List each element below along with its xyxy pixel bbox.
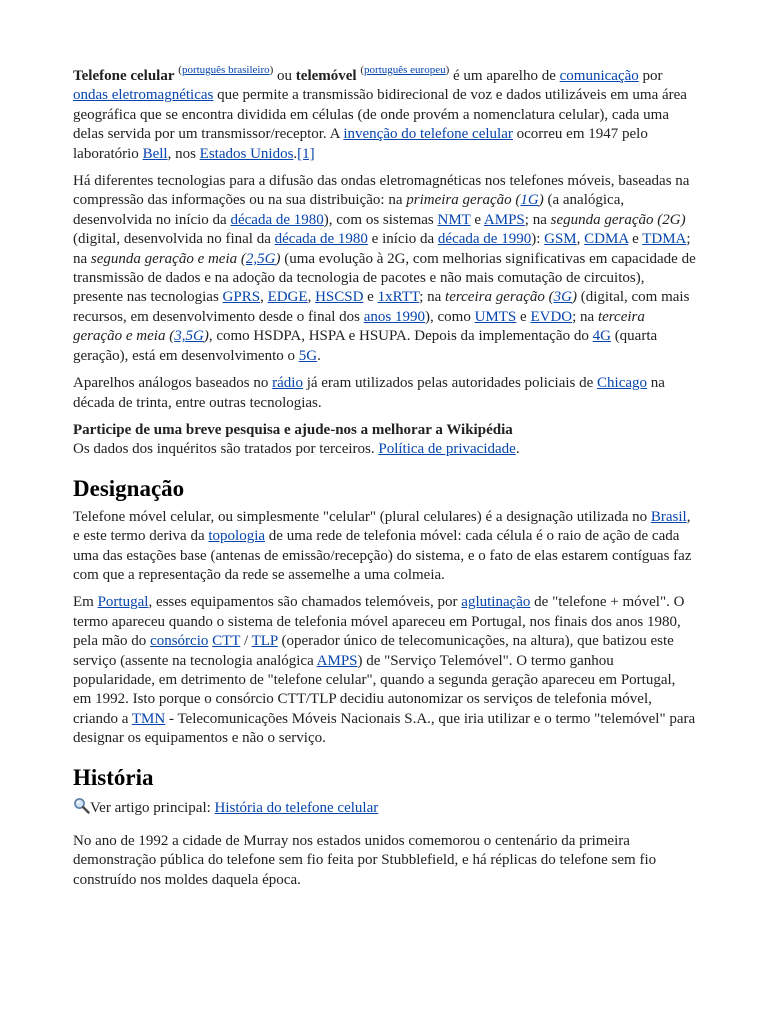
section-heading-historia: História	[73, 764, 154, 790]
magnifier-icon	[73, 797, 90, 814]
wiki-link[interactable]: 3G	[553, 289, 572, 306]
wiki-link[interactable]: 1xRTT	[377, 289, 420, 306]
wiki-link[interactable]: Chicago	[597, 375, 648, 392]
wiki-link[interactable]: ondas eletromagnéticas	[73, 87, 214, 104]
wiki-link[interactable]: Brasil	[650, 508, 687, 525]
bold-term: telemóvel	[295, 68, 357, 84]
wiki-link[interactable]: 1G	[520, 192, 539, 209]
survey-title: Participe de uma breve pesquisa e ajude-nos a melhorar a Wikipédia	[73, 421, 513, 438]
wiki-link[interactable]: invenção do telefone celular	[343, 126, 513, 143]
wiki-link[interactable]: 4G	[592, 328, 611, 345]
wiki-link[interactable]: Portugal	[97, 594, 149, 611]
wiki-link[interactable]: GSM	[544, 231, 577, 248]
survey-text: Os dados dos inquéritos são tratados por terceiros.	[73, 441, 379, 458]
survey-notice: Participe de uma breve pesquisa e ajude-nos a melhorar a Wikipédia Os dados dos inquéritos são tratados por terceiros. Política de privacidade.	[73, 421, 696, 460]
wiki-link[interactable]: EDGE	[267, 289, 308, 306]
wiki-link[interactable]: década de 1990	[437, 231, 532, 248]
wiki-link[interactable]: CDMA	[584, 231, 629, 248]
language-variant-note: (português brasileiro)	[178, 64, 274, 76]
wiki-link[interactable]: 5G	[298, 347, 318, 364]
lead-paragraph-2: Há diferentes tecnologias para a difusão das ondas eletromagnéticas nos telefones móveis, baseadas na compressão das informações ou na sua distribuição: na primeira geração (1G) (a analógica, desenvolvida no início da década de 1980), com os sistemas NMT e AMPS; na segunda geração (2G) (digital, desenvolvida no final da década de 1980 e início da década de 1990): GSM, CDMA e TDMA; na segunda geração e meia (2,5G) (uma evolução à 2G, com melhorias significativas em capacidade de transmissão de dados e na adoção da tecnologia de pacotes e não mais comutação de circuitos), presente nas tecnologias GPRS, EDGE, HSCSD e 1xRTT; na terceira geração (3G) (digital, com mais recursos, em desenvolvimento desde o final dos anos 1990), como UMTS e EVDO; na terceira geração e meia (3,5G), como HSDPA, HSPA e HSUPA. Depois da implementação do 4G (quarta geração), está em desenvolvimento o 5G.	[73, 173, 696, 364]
wiki-link[interactable]: TDMA	[642, 231, 687, 248]
wiki-link[interactable]: 3,5G	[174, 328, 204, 345]
article-body	[73, 64, 696, 898]
lead-paragraph-1: Telefone celular $^{(português brasileiro)}$ ou telemóvel $^{(português europeu)}$ é um aparelho de comunicação por ondas eletromagnéticas que permite a transmissão bidirecional de voz e dados utilizáveis em uma área geográfica que se encontra dividida em células (de onde provém a nomenclatura celular), cada uma delas servida por um transmissor/receptor. A invenção do telefone celular ocorreu em 1947 pelo laboratório Bell, nos Estados Unidos.[1]	[73, 64, 687, 162]
designacao-paragraph-1: Telefone móvel celular, ou simplesmente "celular" (plural celulares) é a designação utilizada no Brasil, e este termo deriva da topologia de uma rede de telefonia móvel: cada célula é o raio de ação de cada uma das estações base (antenas de emissão/recepção) do sistema, e o fato de elas estarem contíguas faz com que a representação da rede se assemelhe a uma colmeia.	[73, 508, 692, 583]
hatnote-prefix: Ver artigo principal:	[90, 799, 215, 816]
wiki-link[interactable]: AMPS	[483, 211, 525, 228]
privacy-policy-link[interactable]: Política de privacidade	[378, 441, 516, 458]
language-variant-link[interactable]: português brasileiro	[181, 64, 270, 76]
wiki-link[interactable]: NMT	[437, 211, 471, 228]
bold-term: Telefone celular	[73, 68, 175, 84]
wiki-link[interactable]: TMN	[131, 710, 166, 727]
wiki-link[interactable]: TLP	[251, 633, 278, 650]
wiki-link[interactable]: HSCSD	[315, 289, 364, 306]
wiki-link[interactable]: Estados Unidos	[199, 145, 294, 162]
wiki-link[interactable]: GPRS	[222, 289, 261, 306]
wiki-link[interactable]: anos 1990	[363, 308, 426, 325]
wiki-link[interactable]: década de 1980	[230, 211, 324, 228]
main-article-link[interactable]: História do telefone celular	[214, 799, 379, 816]
wiki-link[interactable]: rádio	[272, 375, 303, 392]
language-variant-link[interactable]: português europeu	[364, 64, 446, 76]
designacao-paragraph-2: Em Portugal, esses equipamentos são chamados telemóveis, por aglutinação de "telefone + móvel". O termo apareceu quando o sistema de telefonia móvel apareceu em Portugal, nos finais dos anos 1980, pela mão do consórcio CTT / TLP (operador único de telecomunicações, na altura), que batizou este serviço (assente na tecnologia analógica AMPS) de "Serviço Telemóvel". O termo ganhou popularidade, em detrimento de "telefone celular", quando a segunda geração apareceu em Portugal, em 1992. Isto porque o consórcio CTT/TLP decidiu autonomizar os serviços de telefonia móvel, criando a TMN - Telecomunicações Móveis Nacionais S.A., que iria utilizar e o termo "telemóvel" para designar os equipamentos e não o serviço.	[73, 594, 696, 747]
wiki-link[interactable]: [1]	[297, 145, 315, 162]
wiki-link[interactable]: AMPS	[316, 652, 358, 669]
wiki-link[interactable]: consórcio	[150, 633, 209, 650]
main-article-hatnote	[73, 797, 696, 818]
wiki-link[interactable]: EVDO	[530, 308, 573, 325]
wiki-link[interactable]: 2,5G	[245, 250, 276, 267]
wiki-link[interactable]: comunicação	[559, 68, 639, 84]
section-heading-designacao: Designação	[73, 475, 185, 501]
wiki-link[interactable]: UMTS	[474, 308, 517, 325]
language-variant-note: (português europeu)	[360, 64, 450, 76]
wiki-link[interactable]: Bell	[142, 145, 168, 162]
wiki-link[interactable]: aglutinação	[461, 594, 531, 611]
wiki-link[interactable]: topologia	[208, 528, 266, 545]
wiki-link[interactable]: CTT	[212, 633, 241, 650]
historia-paragraph-1: No ano de 1992 a cidade de Murray nos estados unidos comemorou o centenário da primeira demonstração pública do telefone sem fio feita por Stubblefield, e há réplicas do telefone sem fio construído nos moldes daquela época.	[73, 833, 657, 888]
wiki-link[interactable]: década de 1980	[274, 231, 368, 248]
lead-paragraph-3: Aparelhos análogos baseados no rádio já eram utilizados pelas autoridades policiais de Chicago na década de trinta, entre outras tecnologias.	[73, 375, 665, 411]
